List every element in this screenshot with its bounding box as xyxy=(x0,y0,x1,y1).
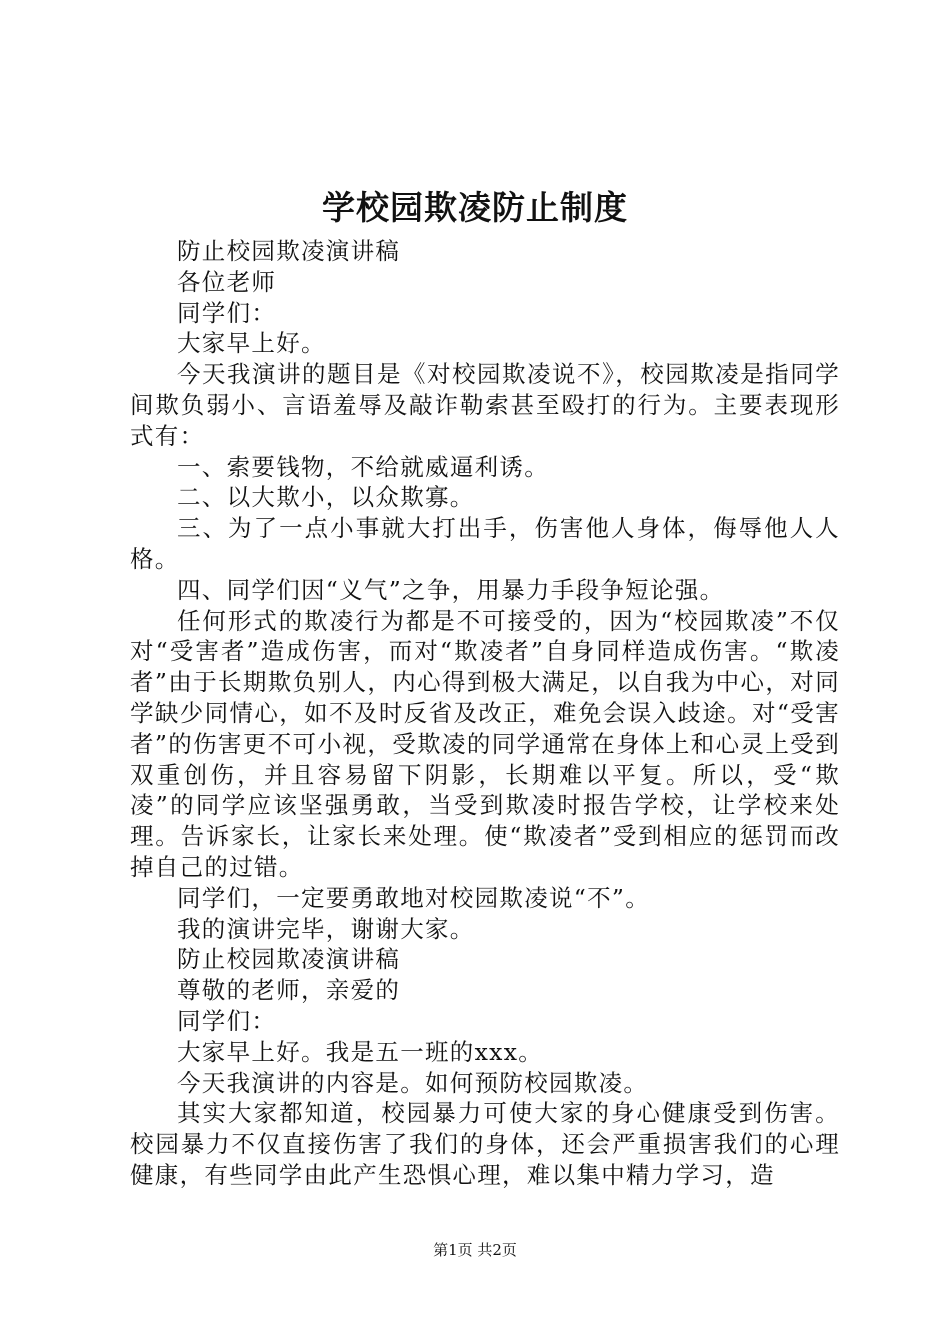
paragraph: 其实大家都知道，校园暴力可使大家的身心健康受到伤害。校园暴力不仅直接伤害了我们的身体，还会严重损害我们的心理健康，有些同学由此产生恐惧心理，难以集中精力学习，造 xyxy=(130,1099,840,1189)
paragraph: 尊敬的老师，亲爱的 xyxy=(177,976,401,1005)
paragraph: 防止校园欺凌演讲稿 xyxy=(177,237,401,265)
paragraph: 今天我演讲的内容是。如何预防校园欺凌。 xyxy=(177,1068,649,1097)
paragraph: 防止校园欺凌演讲稿 xyxy=(177,945,401,974)
paragraph: 大家早上好。 xyxy=(177,329,326,358)
paragraph: 同学们，一定要勇敢地对校园欺凌说“不”。 xyxy=(177,883,651,912)
paragraph: 三、为了一点小事就大打出手，伤害他人身体，侮辱他人人格。 xyxy=(130,514,840,573)
page-footer: 第1页 共2页 xyxy=(433,1241,517,1259)
paragraph: 任何形式的欺凌行为都是不可接受的，因为“校园欺凌”不仅对“受害者”造成伤害，而对“欺凌者”自身同样造成伤害。“欺凌者”由于长期欺负别人，内心得到极大满足，以自我为中心，对同学缺少同情心，如不及时反省及改正，难免会误入歧途。对“受害者”的伤害更不可小视，受欺凌的同学通常在身体上和心灵上受到双重创伤，并且容易留下阴影，长期难以平复。所以，受“欺凌”的同学应该坚强勇敢，当受到欺凌时报告学校，让学校来处理。告诉家长，让家长来处理。使“欺凌者”受到相应的惩罚而改掉自己的过错。 xyxy=(130,606,840,881)
document-title: 学校园欺凌防止制度 xyxy=(322,188,628,227)
paragraph: 大家早上好。我是五一班的xxx。 xyxy=(177,1037,544,1066)
paragraph: 同学们： xyxy=(177,1006,277,1035)
paragraph: 今天我演讲的题目是《对校园欺凌说不》，校园欺凌是指同学间欺负弱小、言语羞辱及敲诈勒索甚至殴打的行为。主要表现形式有： xyxy=(130,360,840,450)
paragraph: 同学们： xyxy=(177,298,277,327)
paragraph: 各位老师 xyxy=(177,267,277,296)
paragraph: 二、以大欺小，以众欺寡。 xyxy=(177,483,475,512)
paragraph: 一、索要钱物，不给就威逼利诱。 xyxy=(177,452,549,481)
paragraph: 我的演讲完毕，谢谢大家。 xyxy=(177,914,475,943)
document-body xyxy=(130,236,840,1191)
paragraph: 四、同学们因“义气”之争，用暴力手段争短论强。 xyxy=(177,575,725,604)
